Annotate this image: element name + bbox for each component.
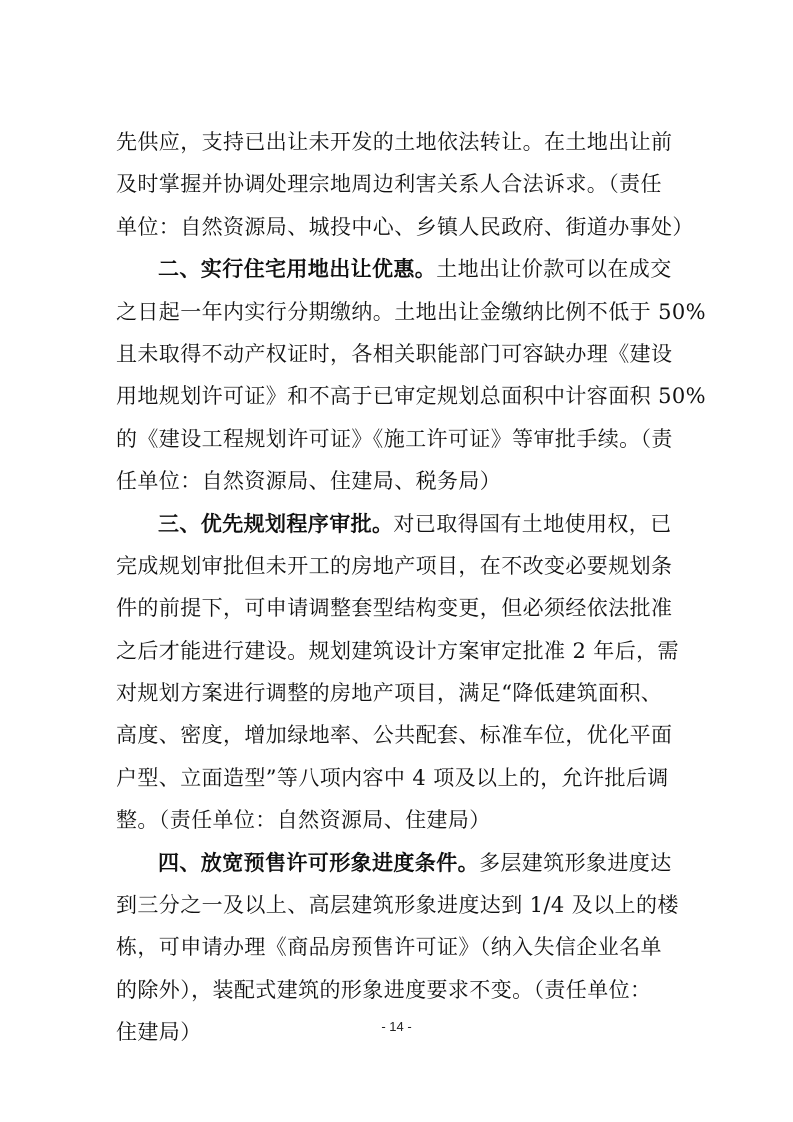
section-2-heading: 二、实行住宅用地出让优惠。 <box>158 257 437 282</box>
text-line: 的除外），装配式建筑的形象进度要求不变。（责任单位： <box>116 977 652 1002</box>
section-3-heading: 三、优先规划程序审批。 <box>158 511 394 536</box>
text-line: 住建局） <box>116 1020 202 1045</box>
text-line: 整。（责任单位：自然资源局、住建局） <box>116 808 491 833</box>
section-3-text: 对已取得国有土地使用权，已 <box>393 511 672 536</box>
text-line: 之日起一年内实行分期缴纳。土地出让金缴纳比例不低于 50% <box>116 299 706 324</box>
text-line: 之后才能进行建设。规划建筑设计方案审定批准 2 年后，需 <box>116 638 679 663</box>
text-line: 且未取得不动产权证时，各相关职能部门可容缺办理《建设 <box>116 341 673 366</box>
text-line: 用地规划许可证》和不高于已审定规划总面积中计容面积 50% <box>116 384 706 409</box>
text-line: 件的前提下，可申请调整套型结构变更，但必须经依法批准 <box>116 596 673 621</box>
text-line: 户型、立面造型”等八项内容中 4 项及以上的，允许批后调 <box>116 765 669 790</box>
text-line: 及时掌握并协调处理宗地周边利害关系人合法诉求。（责任 <box>116 172 662 197</box>
section-4-text: 多层建筑形象进度达 <box>479 850 672 875</box>
text-line: 先供应，支持已出让未开发的土地依法转让。在土地出让前 <box>116 130 673 154</box>
text-line: 单位：自然资源局、城投中心、乡镇人民政府、街道办事处） <box>116 214 694 239</box>
text-line: 任单位：自然资源局、住建局、税务局） <box>116 469 502 494</box>
section-4-first-line <box>116 842 676 884</box>
text-line: 完成规划审批但未开工的房地产项目，在不改变必要规划条 <box>116 553 673 578</box>
section-2-text: 土地出让价款可以在成交 <box>436 257 672 282</box>
body-text <box>116 121 706 1054</box>
text-line: 的《建设工程规划许可证》《施工许可证》等审批手续。（责 <box>116 426 673 451</box>
section-4-heading: 四、放宽预售许可形象进度条件。 <box>158 850 479 875</box>
page-number: - 14 - <box>381 1019 412 1034</box>
section-3-first-line <box>116 503 676 545</box>
section-2-first-line <box>116 248 676 290</box>
text-line: 栋，可申请办理《商品房预售许可证》（纳入失信企业名单 <box>116 935 662 960</box>
text-line: 高度、密度，增加绿地率、公共配套、标准车位，优化平面 <box>116 723 673 748</box>
text-line: 到三分之一及以上、高层建筑形象进度达到 1/4 及以上的楼 <box>116 893 679 918</box>
text-line: 对规划方案进行调整的房地产项目，满足“降低建筑面积、 <box>116 681 663 706</box>
